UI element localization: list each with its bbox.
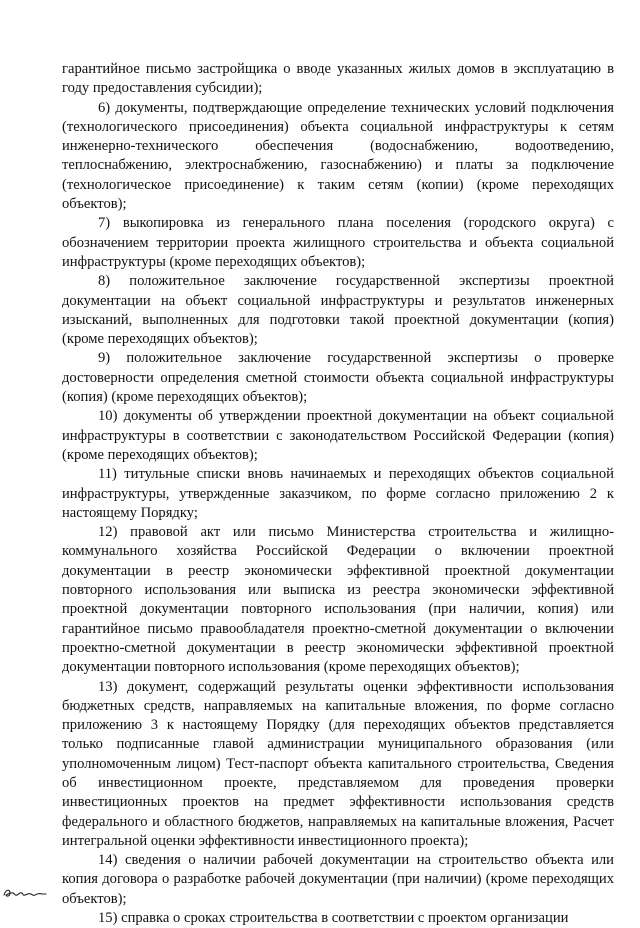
list-item-14: 14) сведения о наличии рабочей документации на строительство объекта или копия договора о разработке рабочей документации (при наличии) (кроме переходящих объектов); — [62, 852, 614, 907]
handwritten-initials-signature — [2, 885, 48, 899]
paragraph-continuation: гарантийное письмо застройщика о вводе указанных жилых домов в эксплуатацию в году предоставления субсидии); — [62, 61, 614, 97]
list-item-12: 12) правовой акт или письмо Министерства строительства и жилищно-коммунального хозяйства Российской Федерации о включении проектной документации в реестр экономически эффективной проектной документации повторного использования или выписка из реестра экономически эффективной проектной документации повторного использования (при наличии, копия) или гарантийное письмо правообладателя проектно-сметной документации о включении проектно-сметной документации в реестр экономически эффективной проектной документации повторного использования (кроме переходящих объектов); — [62, 524, 614, 676]
list-item-8: 8) положительное заключение государственной экспертизы проектной документации на объект социальной инфраструктуры и результатов инженерных изысканий, выполненных для подготовки такой проектной документации (копия) (кроме переходящих объектов); — [62, 273, 614, 348]
list-item-13: 13) документ, содержащий результаты оценки эффективности использования бюджетных средств, направляемых на капитальные вложения, по форме согласно приложению 3 к настоящему Порядку (для переходящих объектов представляется только подписанные главой администрации муниципального образования (или уполномоченным лицом) Тест-паспорт объекта капитального строительства, Сведения об инвестиционном проекте, представляемом для проведения проверки инвестиционных проектов на предмет эффективности использования средств федерального и областного бюджетов, направляемых на капитальные вложения, Расчет интегральной оценки эффективности инвестиционного проекта); — [62, 678, 614, 849]
list-item-6: 6) документы, подтверждающие определение технических условий подключения (технологического присоединения) объекта социальной инфраструктуры к сетям инженерно-технического обеспечения (водоснабжению, водоотведению, теплоснабжению, электроснабжению, газоснабжению) и платы за подключение (технологическое присоединение) к таким сетям (копии) (кроме переходящих объектов); — [62, 99, 614, 213]
list-item-11: 11) титульные списки вновь начинаемых и переходящих объектов социальной инфраструктуры, утвержденные заказчиком, по форме согласно приложению 2 к настоящему Порядку; — [62, 466, 614, 521]
list-item-9: 9) положительное заключение государственной экспертизы о проверке достоверности определения сметной стоимости объекта социальной инфраструктуры (копия) (кроме переходящих объектов); — [62, 350, 614, 406]
list-item-15: 15) справка о сроках строительства в соответствии с проектом организации — [98, 910, 569, 927]
list-item-7: 7) выкопировка из генерального плана поселения (городского округа) с обозначением территории проекта жилищного строительства и объекта социальной инфраструктуры (кроме переходящих объектов); — [62, 215, 614, 270]
document-page — [62, 60, 614, 928]
list-item-10: 10) документы об утверждении проектной документации на объект социальной инфраструктуры в соответствии с законодательством Российской Федерации (копия) (кроме переходящих объектов); — [62, 408, 614, 463]
